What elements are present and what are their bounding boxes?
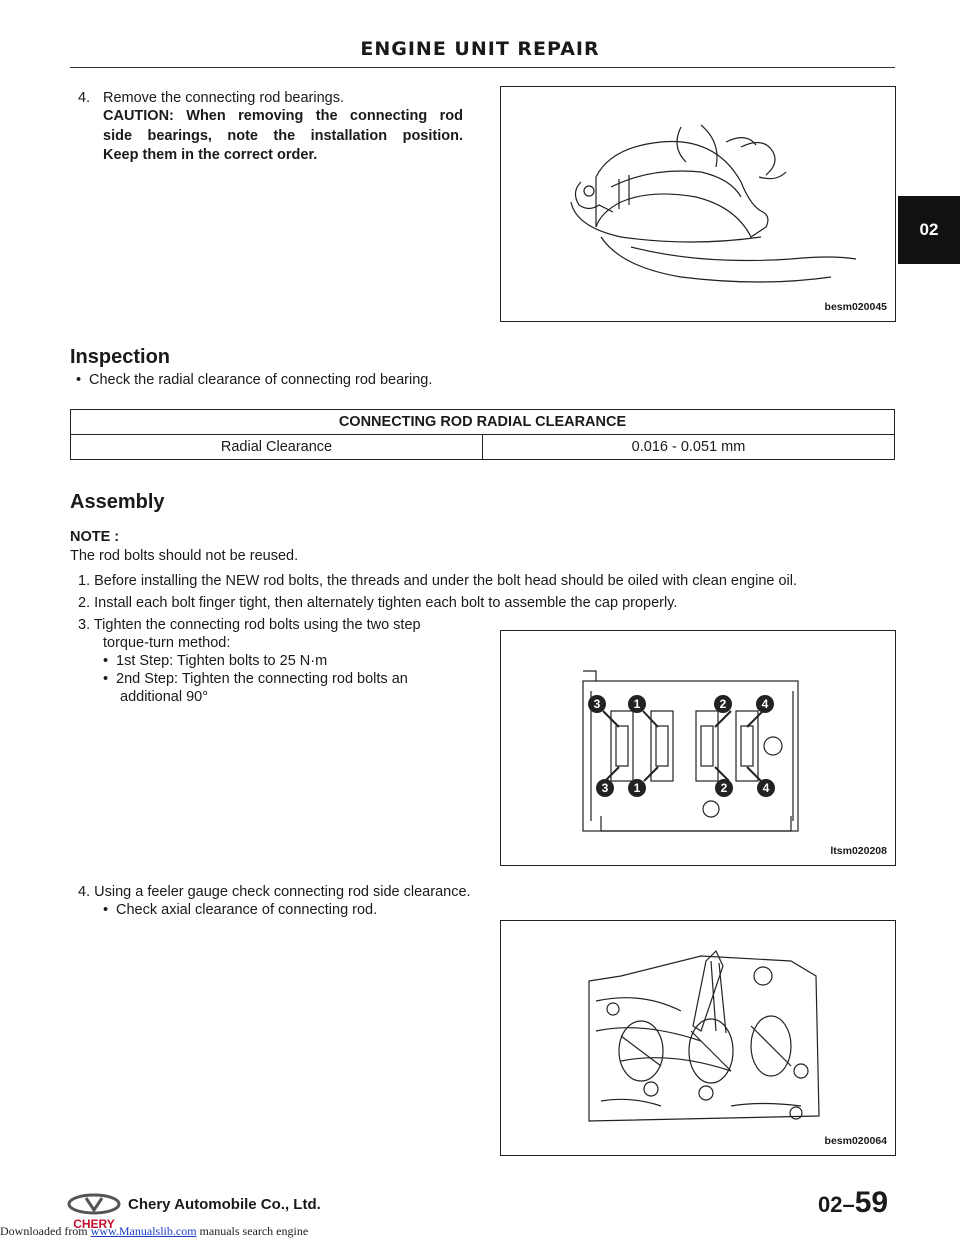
page-section: 02– xyxy=(818,1192,855,1217)
table-row xyxy=(71,435,895,460)
assembly-step-3-cont: torque-turn method: xyxy=(103,635,231,651)
torque-step-2: • 2nd Step: Tighten the connecting rod bolts an xyxy=(116,670,408,688)
figure-code: besm020064 xyxy=(824,1135,887,1147)
download-prefix: Downloaded from xyxy=(0,1224,88,1238)
note-label: NOTE : xyxy=(70,529,120,545)
crankshaft-illustration xyxy=(501,921,894,1154)
bolt-sequence-figure xyxy=(500,630,896,866)
bolt-label: 4 xyxy=(761,697,769,711)
table-cell-value: 0.016 - 0.051 mm xyxy=(483,435,895,460)
removal-step-text: Remove the connecting rod bearings. xyxy=(103,90,345,106)
assembly-step-4: 4. Using a feeler gauge check connecting rod side clearance. xyxy=(78,884,471,900)
manualslib-link[interactable]: www.Manualslib.com xyxy=(90,1224,197,1238)
bearing-illustration xyxy=(501,87,894,320)
figure-code: ltsm020208 xyxy=(830,845,887,857)
inspection-bullet: • Check the radial clearance of connecting rod bearing. xyxy=(89,371,432,389)
table-title: CONNECTING ROD RADIAL CLEARANCE xyxy=(71,410,895,435)
company-name: Chery Automobile Co., Ltd. xyxy=(128,1196,321,1213)
section-tab: 02 xyxy=(898,196,960,264)
removal-step-number: 4. xyxy=(78,90,91,106)
note-text: The rod bolts should not be reused. xyxy=(70,548,299,564)
caution-line-1: CAUTION: When removing the connecting rod xyxy=(103,108,463,124)
caution-line-2: side bearings, note the installation position. xyxy=(103,128,463,144)
page-number xyxy=(818,1186,888,1220)
table-cell-label: Radial Clearance xyxy=(71,435,483,460)
engine-block-illustration xyxy=(501,631,894,864)
bolt-label: 3 xyxy=(593,697,601,711)
torque-step-1: • 1st Step: Tighten bolts to 25 N·m xyxy=(116,652,327,670)
bolt-label: 3 xyxy=(601,781,609,795)
figure-code: besm020045 xyxy=(824,301,887,313)
torque-step-2-cont: additional 90° xyxy=(120,689,209,705)
bolt-label: 1 xyxy=(633,697,641,711)
assembly-heading: Assembly xyxy=(70,491,165,513)
caution-line-3: Keep them in the correct order. xyxy=(103,147,318,163)
logo-text: CHERY xyxy=(73,1217,115,1230)
inspection-heading: Inspection xyxy=(70,346,171,368)
feeler-gauge-figure xyxy=(500,920,896,1156)
header-rule xyxy=(70,67,895,68)
axial-clearance-bullet: • Check axial clearance of connecting rod. xyxy=(116,901,377,919)
bolt-label: 2 xyxy=(720,781,728,795)
download-credit xyxy=(0,1224,308,1239)
assembly-step-1: 1. Before installing the NEW rod bolts, the threads and under the bolt head should be oiled with clean engine oil. xyxy=(78,573,798,589)
bolt-label: 1 xyxy=(633,781,641,795)
assembly-step-2: 2. Install each bolt finger tight, then alternately tighten each bolt to assemble the cap properly. xyxy=(78,595,678,611)
page-num: 59 xyxy=(854,1186,889,1219)
radial-clearance-table xyxy=(70,409,895,460)
bolt-label: 4 xyxy=(762,781,770,795)
bearing-removal-figure xyxy=(500,86,896,322)
page-header-title: ENGINE UNIT REPAIR xyxy=(360,38,600,60)
download-suffix: manuals search engine xyxy=(199,1224,309,1238)
bolt-label: 2 xyxy=(719,697,727,711)
assembly-step-3: 3. Tighten the connecting rod bolts using the two step xyxy=(78,617,421,633)
